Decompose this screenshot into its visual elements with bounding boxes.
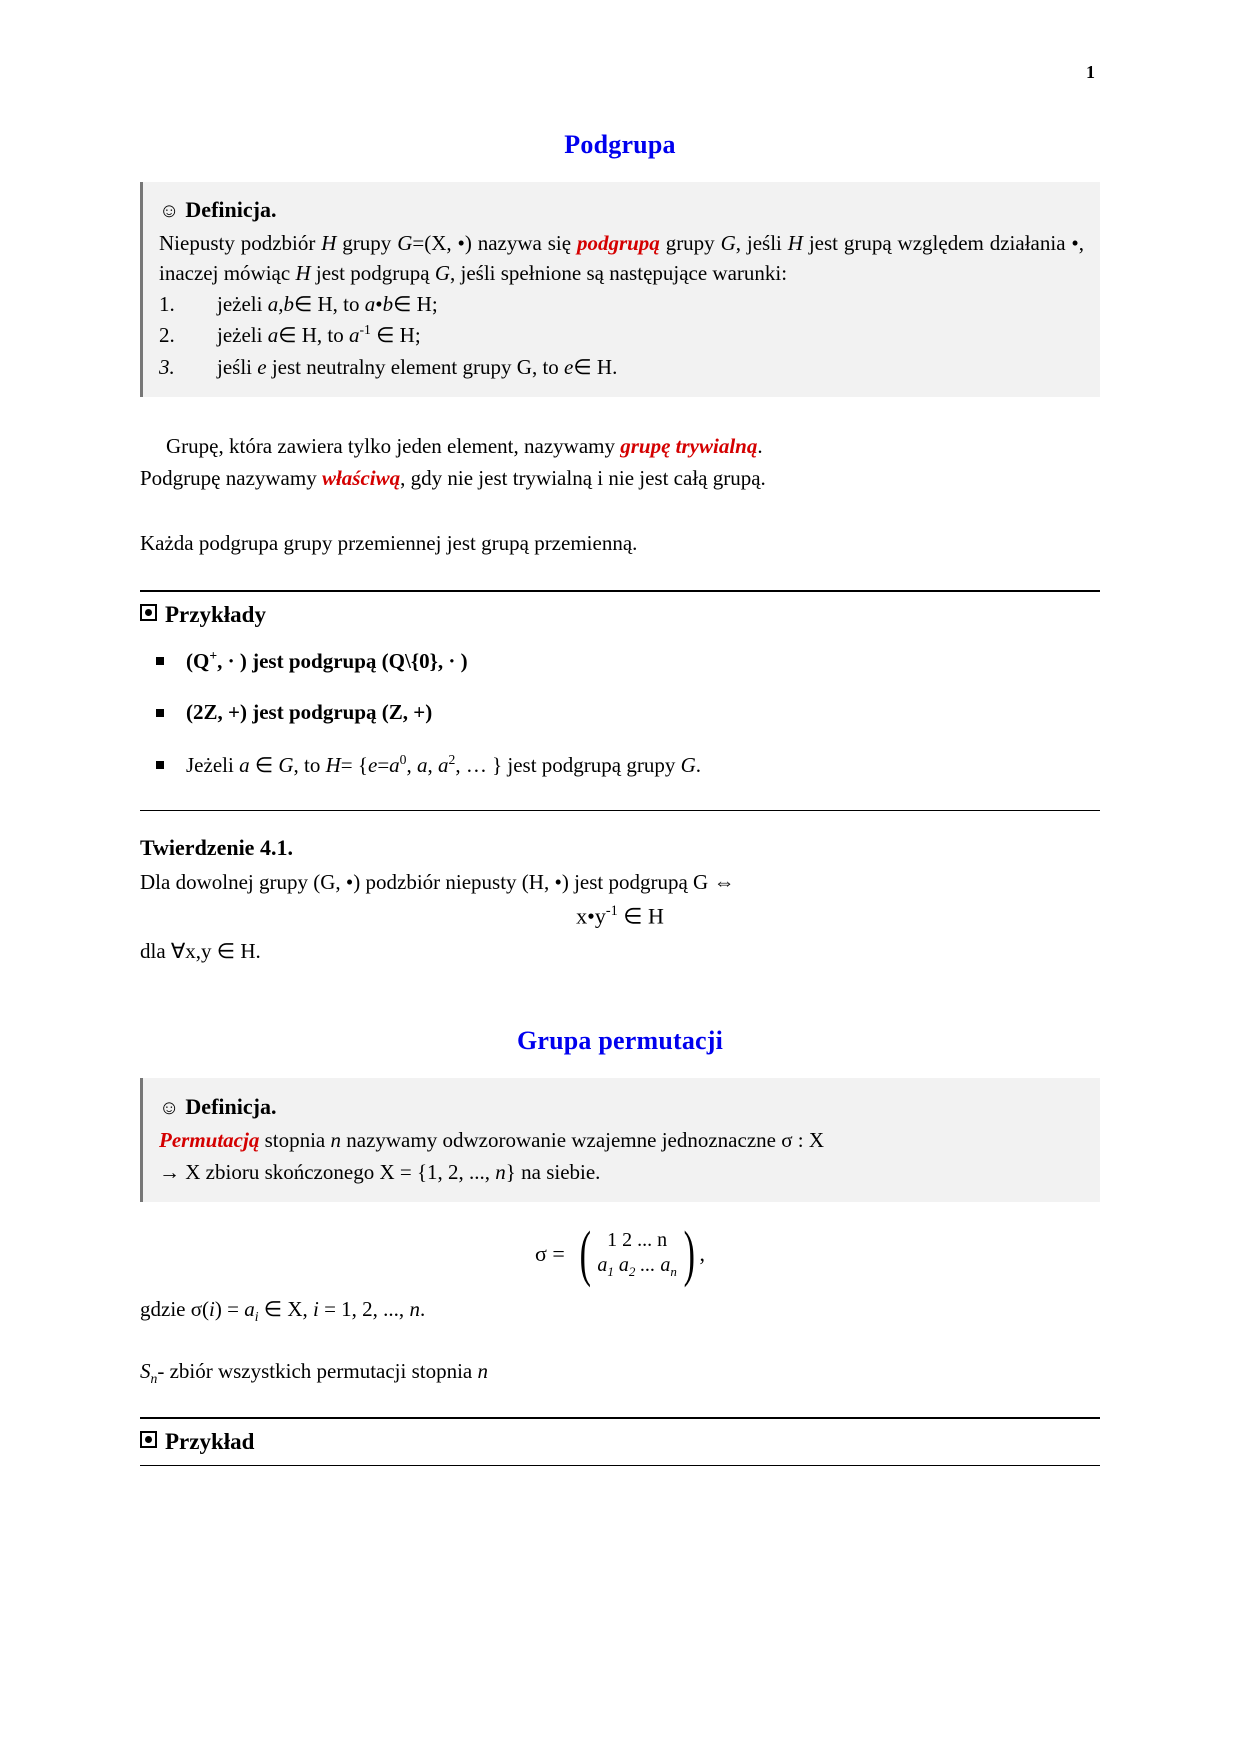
matrix-row-bottom [597, 1253, 677, 1280]
expl-text: = 1, 2, ..., [318, 1296, 410, 1321]
operation-dot: • [554, 870, 562, 895]
def-text: , jeśli [735, 231, 788, 255]
ex-var-H: H [325, 752, 341, 777]
cond-var: a [349, 323, 360, 348]
def-var-H: H [321, 231, 337, 255]
divider [140, 1465, 1100, 1466]
sn-definition [140, 1359, 1100, 1387]
cond-text: ∈ H; [393, 291, 438, 316]
def-var-H: H [787, 231, 803, 255]
def-text: Niepusty podzbiór [159, 231, 322, 255]
def-var-G: G [434, 261, 451, 286]
def-text: nazywamy odwzorowanie wzajemne jednoznaczne σ : X [341, 1128, 825, 1153]
matrix-a: a [597, 1254, 608, 1277]
example-heading-label: Przykład [165, 1428, 255, 1454]
list-item [140, 698, 1100, 727]
ex-text: = { [340, 752, 368, 777]
theorem-quantifier: dla ∀x,y ∈ H. [140, 938, 261, 963]
ex-set-Z: Z [203, 700, 218, 725]
ex-text: , · ) jest podgrupą ( [217, 648, 389, 673]
para-text: , gdy nie jest trywialną i nie jest całą grupą. [400, 465, 766, 490]
matrix-comma: , [699, 1241, 706, 1267]
example-heading [140, 1429, 1100, 1455]
ex-text: ∈ [249, 752, 279, 777]
para-text: Grupę, która zawiera tylko jeden element, nazywamy [166, 434, 621, 459]
definition-heading-label: Definicja. [185, 1094, 277, 1120]
section-title-permutacje: Grupa permutacji [516, 1026, 724, 1056]
definition-body [159, 1125, 1084, 1188]
def-text: stopnia [259, 1128, 331, 1153]
list-item-number: 3. [159, 354, 175, 379]
examples-heading [140, 602, 1100, 628]
ex-superscript: 2 [448, 751, 456, 767]
definition-heading-label: Definicja. [185, 197, 277, 222]
cond-superscript: -1 [359, 322, 371, 338]
cond-var: a [267, 323, 279, 348]
right-paren-icon: ) [683, 1219, 695, 1288]
list-item [140, 646, 1100, 676]
list-item [140, 750, 1100, 780]
left-paren-icon: ( [579, 1219, 591, 1288]
ex-text: , +) jest podgrupą ( [217, 700, 389, 725]
bullet-square-icon [140, 1431, 157, 1448]
ex-superscript: + [209, 647, 218, 663]
matrix-explanation [140, 1297, 1100, 1325]
list-item-text [217, 289, 438, 321]
condition-list [159, 289, 1084, 384]
para-text: . [757, 434, 763, 459]
formula-superscript: -1 [605, 903, 618, 920]
bullet-square-icon [140, 604, 157, 621]
list-item-text [217, 320, 421, 352]
thm-text: ) jest podgrupą G ⇔ [561, 870, 735, 895]
def-text: jest podgrupą [310, 261, 435, 286]
def-text: , inaczej mówiąc [159, 231, 1085, 286]
list-item [159, 352, 1084, 384]
expl-text: gdzie σ( [140, 1296, 210, 1321]
list-item-number: 1. [159, 291, 175, 316]
ex-text: \{0}, · ) [404, 648, 468, 673]
matrix-row-top: 1 2 ... n [607, 1229, 668, 1252]
examples-list [140, 646, 1100, 780]
ex-text: , to [293, 752, 326, 777]
expl-var-i: i [313, 1296, 319, 1321]
thm-text: Dla dowolnej grupy (G, [140, 870, 346, 895]
ex-text: = [377, 752, 390, 777]
def-text: jest grupą względem działania [802, 231, 1072, 255]
divider [140, 590, 1100, 592]
highlight-wlasciwa: właściwą [321, 465, 401, 490]
cond-var: b [382, 291, 394, 316]
definition-heading [159, 1090, 1084, 1123]
cond-text: ∈ H; [370, 323, 421, 348]
cond-var: G [516, 354, 532, 379]
formula-text: ∈ H [617, 903, 664, 929]
cond-text: jest neutralny element grupy [266, 354, 517, 379]
para-text: Podgrupę nazywamy [140, 465, 322, 490]
def-var-n: n [495, 1159, 506, 1184]
cond-var: e [257, 354, 267, 379]
page-title: Podgrupa [564, 130, 676, 159]
ex-set-Q: Q [388, 648, 405, 673]
sn-text: - zbiór wszystkich permutacji stopnia [157, 1358, 478, 1383]
def-text: grupy [659, 231, 721, 255]
operation-dot: • [457, 231, 465, 255]
expl-text: . [419, 1296, 426, 1321]
paragraph-przemienna: Każda podgrupa grupy przemiennej jest grupą przemienną. [140, 531, 638, 556]
expl-text: ∈ X, [258, 1296, 313, 1321]
cond-text: jeżeli [217, 323, 268, 348]
cond-text: ∈ H. [573, 354, 618, 379]
list-item-text [217, 352, 617, 384]
expl-sub-i: i [254, 1308, 259, 1324]
def-var-G: G [397, 231, 413, 255]
def-highlight-podgrupa: podgrupą [576, 231, 660, 255]
definition-box-podgrupa [140, 182, 1100, 397]
matrix-a: a [613, 1254, 629, 1277]
ex-set-Q: Q [193, 648, 210, 673]
cond-text: ∈ H, to [278, 323, 350, 348]
operation-dot: • [345, 870, 354, 895]
operation-dot: • [1071, 231, 1079, 255]
ex-var-a: a [389, 752, 400, 777]
theorem-heading: Twierdzenie 4.1. [140, 835, 293, 861]
ex-text: (2 [186, 700, 204, 725]
sun-icon: ☺ [159, 1097, 180, 1120]
ex-var-e: e [367, 752, 378, 777]
operation-dot: • [587, 903, 595, 929]
def-text: =(X, [412, 231, 458, 255]
matrix-rows [595, 1228, 679, 1280]
formula-y: y [594, 903, 606, 929]
permutation-matrix [140, 1219, 1100, 1288]
matrix-sub: 1 [607, 1264, 614, 1280]
def-var-H: H [295, 261, 311, 286]
cond-text: jeśli [217, 354, 258, 379]
cond-var: a,b [267, 291, 294, 316]
matrix-sub: 2 [628, 1264, 636, 1280]
ex-var-G: G [278, 752, 294, 777]
cond-var: a [364, 291, 376, 316]
expl-var-a: a [244, 1296, 255, 1321]
sun-icon: ☺ [159, 200, 180, 222]
highlight-permutacja: Permutacją [159, 1128, 260, 1153]
list-item [159, 320, 1084, 352]
cond-text: ∈ H, to [293, 291, 365, 316]
ex-set-Z: Z [388, 700, 403, 725]
def-var-n: n [330, 1128, 341, 1153]
def-text: → X zbioru skończonego X = {1, 2, ..., [159, 1159, 496, 1184]
expl-var-i: i [209, 1296, 215, 1321]
sigma-equals-label: σ = [534, 1241, 565, 1267]
divider [140, 810, 1100, 811]
highlight-grupe-trywialna: grupę trywialną [620, 434, 758, 459]
def-text: } na siebie. [505, 1159, 601, 1184]
matrix-body [575, 1219, 700, 1288]
ex-text: , [427, 752, 438, 777]
list-item-number: 2. [159, 323, 175, 348]
expl-text: ) = [214, 1296, 245, 1321]
thm-text: ) podzbiór niepusty (H, [353, 870, 555, 895]
matrix-dots: ... [635, 1254, 661, 1277]
matrix-a: a [660, 1254, 671, 1277]
def-var-G: G [720, 231, 736, 255]
definition-body [159, 228, 1084, 289]
ex-text: Jeżeli [186, 752, 240, 777]
matrix-sub: n [670, 1264, 677, 1280]
expl-var-n: n [409, 1296, 420, 1321]
operation-dot: • [375, 291, 383, 316]
paragraph-trywialna [140, 431, 1100, 494]
list-item [159, 289, 1084, 321]
ex-text: ( [186, 648, 193, 673]
ex-text: , [406, 752, 417, 777]
ex-var-a: a [416, 752, 428, 777]
definition-box-permutacja [140, 1078, 1100, 1202]
cond-text: , to [531, 354, 565, 379]
ex-superscript: 0 [399, 751, 407, 767]
ex-text: . [695, 752, 702, 777]
def-text: grupy [336, 231, 398, 255]
examples-heading-label: Przykłady [165, 601, 266, 627]
ex-var-a: a [239, 752, 250, 777]
sn-var-n: n [477, 1358, 488, 1383]
definition-heading [159, 194, 1084, 226]
theorem-statement [140, 867, 1100, 897]
sn-subscript: n [150, 1370, 158, 1386]
formula-x: x [576, 903, 588, 929]
divider [140, 1417, 1100, 1419]
sn-symbol: S [140, 1358, 151, 1383]
ex-text: , … } jest podgrupą grupy [455, 752, 681, 777]
cond-var: e [564, 354, 574, 379]
theorem-formula [140, 903, 1100, 929]
ex-var-a: a [437, 752, 449, 777]
ex-var-G: G [680, 752, 696, 777]
page-number: 1 [1086, 62, 1095, 82]
def-text: ) nazywa się [464, 231, 577, 255]
def-text: , jeśli spełnione są następujące warunki: [450, 261, 788, 286]
ex-text: , +) [402, 700, 433, 725]
cond-text: jeżeli [217, 291, 268, 316]
